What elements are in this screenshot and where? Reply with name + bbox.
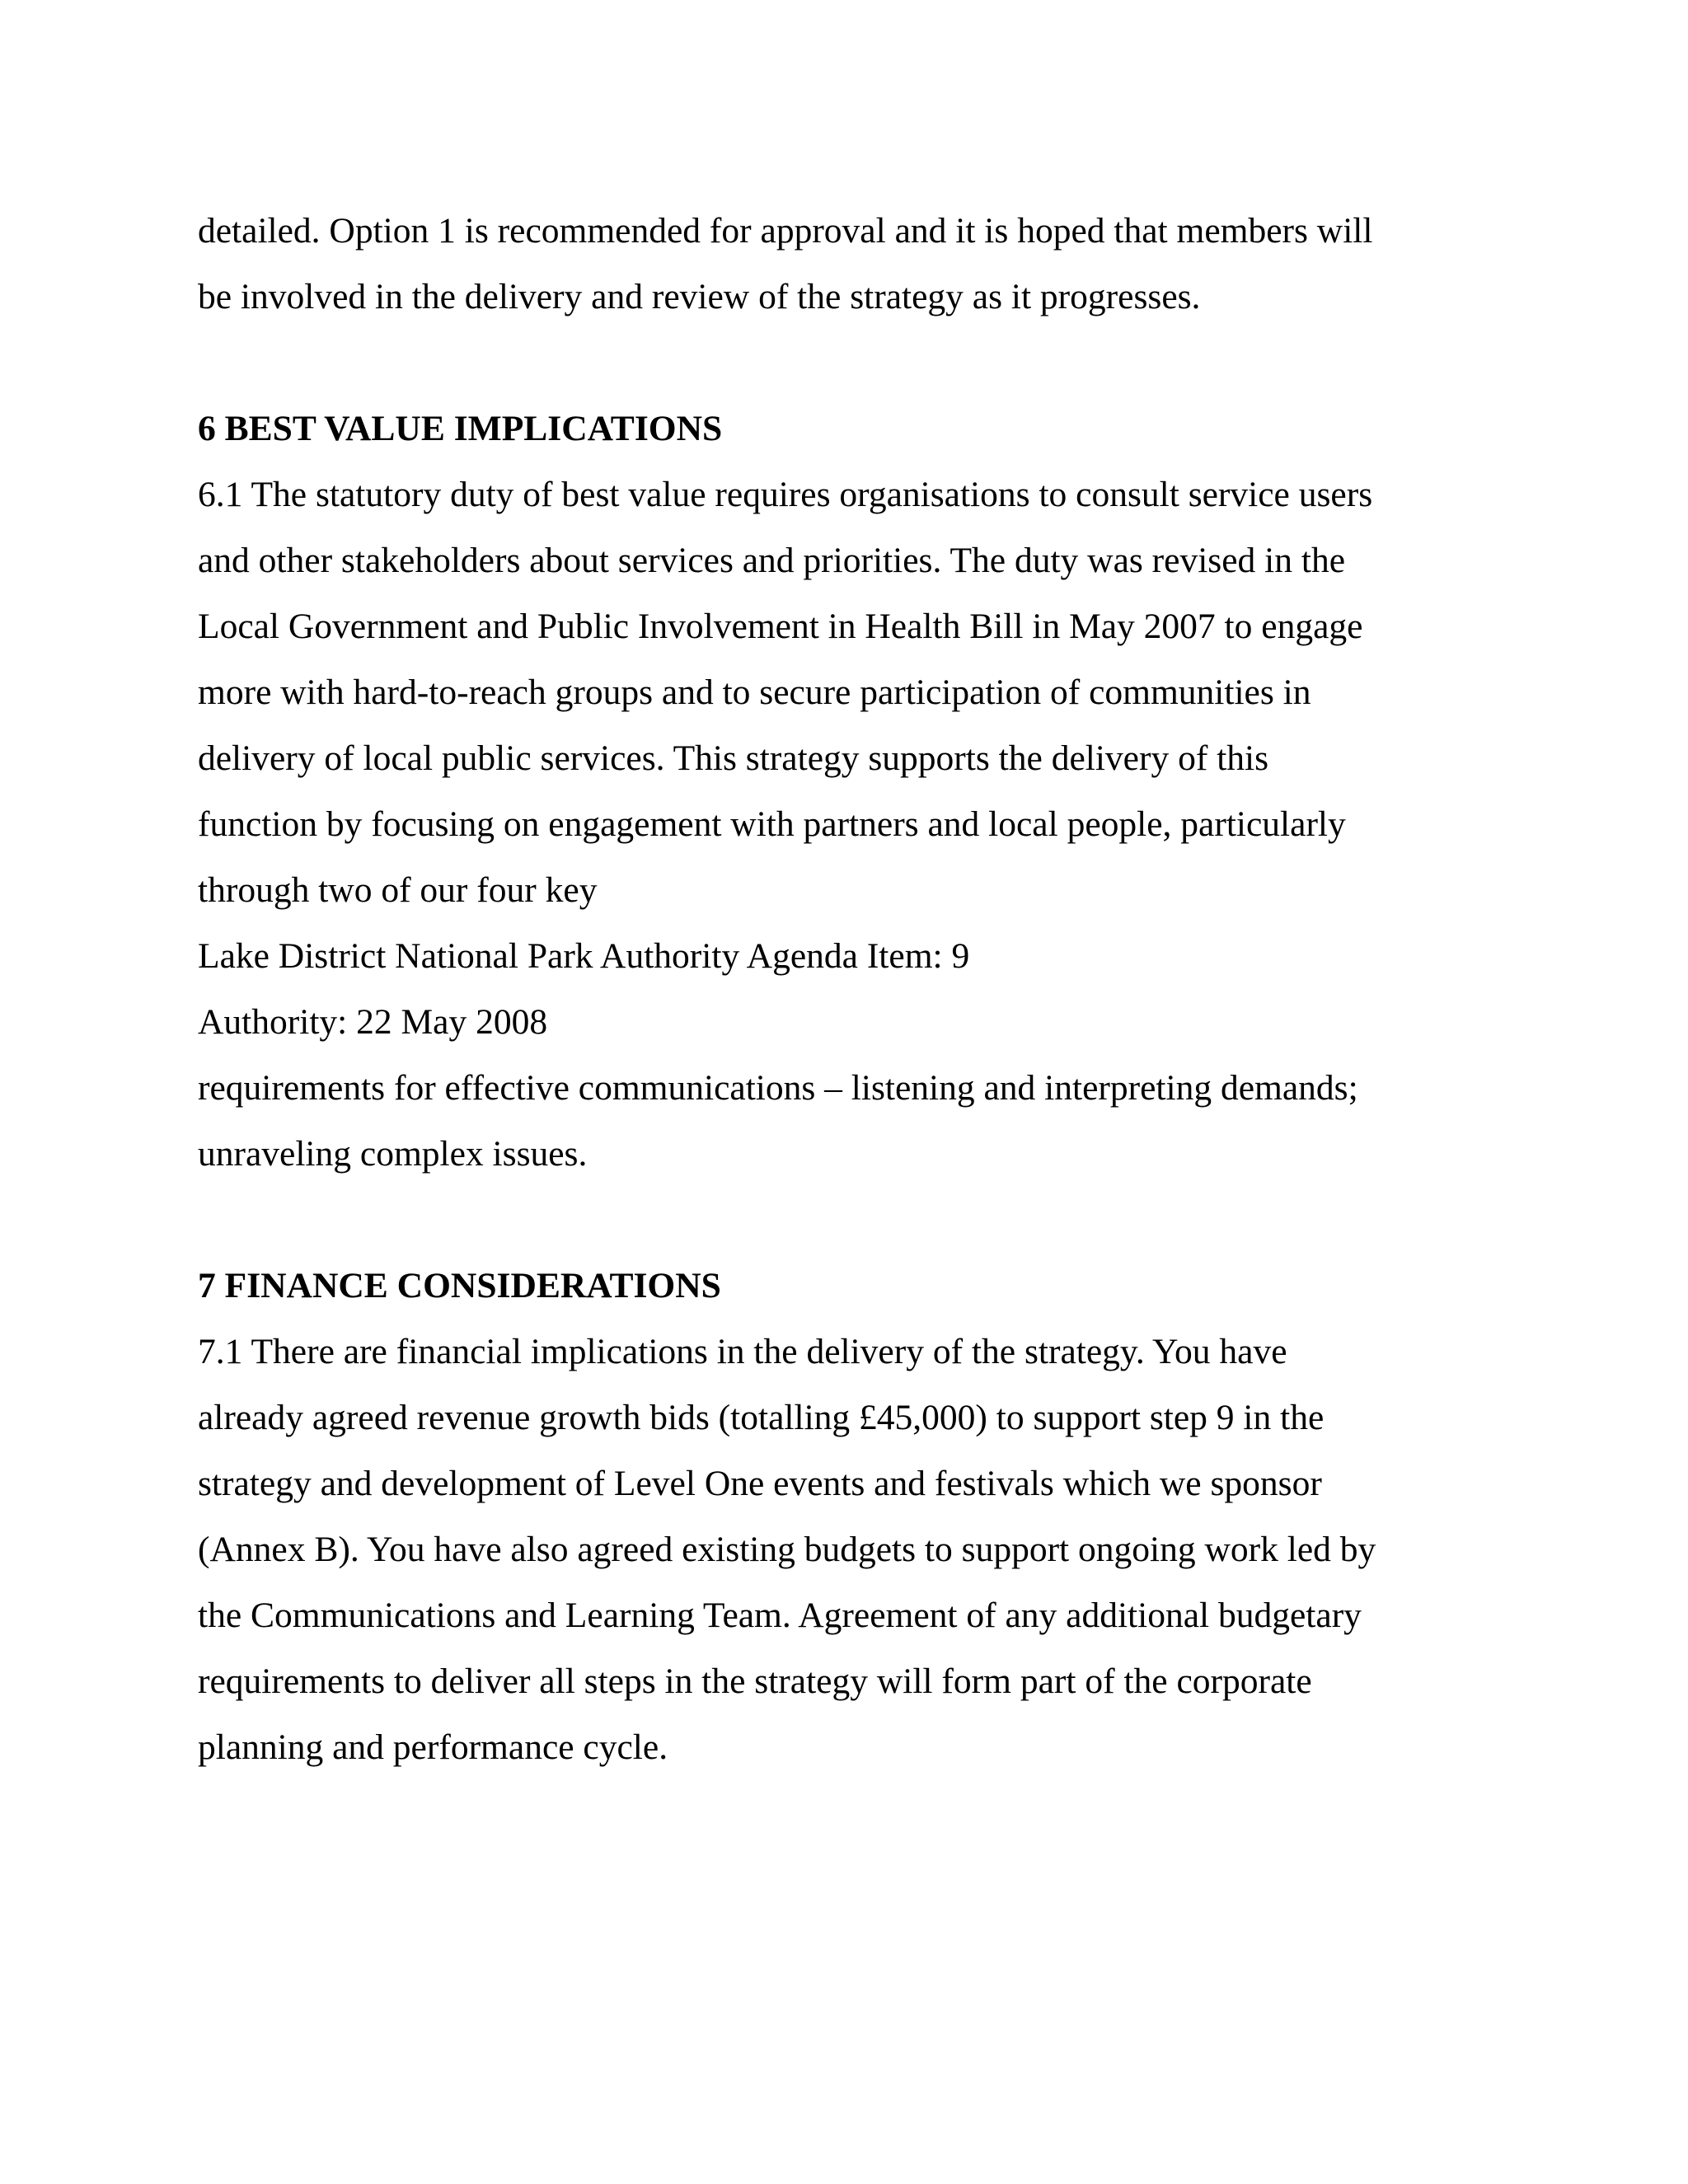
text-line: detailed. Option 1 is recommended for approval and it is hoped that members will	[198, 211, 1373, 251]
text-line: requirements for effective communications – listening and interpreting demands;	[198, 1068, 1358, 1108]
paragraph-gap	[198, 1187, 1484, 1253]
text-line: unraveling complex issues.	[198, 1134, 588, 1174]
intro-paragraph	[198, 198, 1484, 330]
text-line: 7.1 There are financial implications in the delivery of the strategy. You have	[198, 1332, 1287, 1371]
text-line: more with hard-to-reach groups and to secure participation of communities in	[198, 673, 1311, 712]
text-line: be involved in the delivery and review of the strategy as it progresses.	[198, 277, 1201, 316]
text-line: already agreed revenue growth bids (totalling £45,000) to support step 9 in the	[198, 1398, 1325, 1437]
text-line: Local Government and Public Involvement in Health Bill in May 2007 to engage	[198, 607, 1363, 646]
section-finance	[198, 1253, 1484, 1780]
text-line: planning and performance cycle.	[198, 1727, 668, 1767]
section-heading: 6 BEST VALUE IMPLICATIONS	[198, 409, 723, 448]
section-heading: 7 FINANCE CONSIDERATIONS	[198, 1266, 721, 1305]
text-line: the Communications and Learning Team. Agreement of any additional budgetary	[198, 1596, 1362, 1635]
text-line: (Annex B). You have also agreed existing budgets to support ongoing work led by	[198, 1530, 1376, 1569]
text-line: requirements to deliver all steps in the strategy will form part of the corporate	[198, 1661, 1312, 1701]
running-header-line: Lake District National Park Authority Agenda Item: 9	[198, 936, 970, 976]
text-line: delivery of local public services. This strategy supports the delivery of this	[198, 738, 1269, 778]
section-best-value	[198, 396, 1484, 1187]
document-page	[198, 198, 1484, 1780]
text-line: through two of our four key	[198, 870, 598, 910]
paragraph-gap	[198, 330, 1484, 396]
text-line: strategy and development of Level One events and festivals which we sponsor	[198, 1464, 1322, 1503]
running-header-line: Authority: 22 May 2008	[198, 1002, 548, 1042]
text-line: 6.1 The statutory duty of best value requires organisations to consult service users	[198, 475, 1373, 514]
text-line: function by focusing on engagement with partners and local people, particularly	[198, 804, 1346, 844]
text-line: and other stakeholders about services and priorities. The duty was revised in the	[198, 541, 1346, 580]
